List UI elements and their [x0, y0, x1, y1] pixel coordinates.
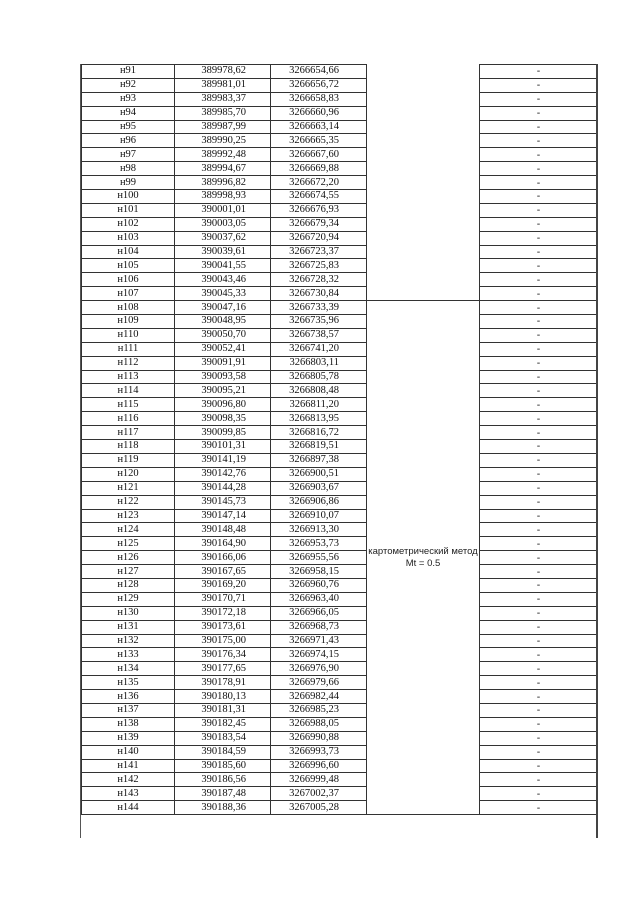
x-coordinate-cell: 390169,20 [175, 578, 271, 592]
y-coordinate-cell: 3266971,43 [271, 634, 367, 648]
y-coordinate-cell: 3266976,90 [271, 662, 367, 676]
table-row [82, 537, 598, 551]
x-coordinate-cell: 389987,99 [175, 120, 271, 134]
point-id-cell: н112 [82, 356, 175, 370]
y-coordinate-cell: 3266679,34 [271, 217, 367, 231]
x-coordinate-cell: 390099,85 [175, 426, 271, 440]
y-coordinate-cell: 3266813,95 [271, 412, 367, 426]
note-cell: - [480, 731, 598, 745]
table-row [82, 801, 598, 815]
table-row [82, 287, 598, 301]
x-coordinate-cell: 390003,05 [175, 217, 271, 231]
point-id-cell: н142 [82, 773, 175, 787]
x-coordinate-cell: 390188,36 [175, 801, 271, 815]
x-coordinate-cell: 390177,65 [175, 662, 271, 676]
table-row [82, 592, 598, 606]
table-row [82, 481, 598, 495]
y-coordinate-cell: 3266900,51 [271, 467, 367, 481]
y-coordinate-cell: 3266955,56 [271, 551, 367, 565]
point-id-cell: н129 [82, 592, 175, 606]
table-row [82, 231, 598, 245]
note-cell: - [480, 537, 598, 551]
table-row [82, 315, 598, 329]
table-row [82, 92, 598, 106]
note-cell: - [480, 690, 598, 704]
x-coordinate-cell: 390172,18 [175, 606, 271, 620]
y-coordinate-cell: 3266667,60 [271, 148, 367, 162]
note-cell: - [480, 412, 598, 426]
point-id-cell: н125 [82, 537, 175, 551]
y-coordinate-cell: 3266993,73 [271, 745, 367, 759]
point-id-cell: н111 [82, 342, 175, 356]
method-cell-empty [367, 231, 480, 245]
y-coordinate-cell: 3266741,20 [271, 342, 367, 356]
point-id-cell: н103 [82, 231, 175, 245]
table-row [82, 690, 598, 704]
page-edge-right [596, 64, 598, 838]
x-coordinate-cell: 389985,70 [175, 106, 271, 120]
point-id-cell: н138 [82, 717, 175, 731]
table-row [82, 773, 598, 787]
x-coordinate-cell: 389978,62 [175, 65, 271, 79]
note-cell: - [480, 245, 598, 259]
point-id-cell: н123 [82, 509, 175, 523]
y-coordinate-cell: 3266819,51 [271, 440, 367, 454]
x-coordinate-cell: 390047,16 [175, 301, 271, 315]
table-row [82, 759, 598, 773]
table-row [82, 356, 598, 370]
method-cell-empty [367, 217, 480, 231]
x-coordinate-cell: 389994,67 [175, 162, 271, 176]
y-coordinate-cell: 3266979,66 [271, 676, 367, 690]
note-cell: - [480, 342, 598, 356]
table-row [82, 551, 598, 565]
point-id-cell: н96 [82, 134, 175, 148]
note-cell: - [480, 620, 598, 634]
table-row [82, 620, 598, 634]
point-id-cell: н102 [82, 217, 175, 231]
point-id-cell: н105 [82, 259, 175, 273]
y-coordinate-cell: 3266728,32 [271, 273, 367, 287]
note-cell: - [480, 453, 598, 467]
x-coordinate-cell: 390037,62 [175, 231, 271, 245]
x-coordinate-cell: 390170,71 [175, 592, 271, 606]
note-cell: - [480, 440, 598, 454]
note-cell: - [480, 384, 598, 398]
table-row [82, 342, 598, 356]
y-coordinate-cell: 3266656,72 [271, 78, 367, 92]
note-cell: - [480, 495, 598, 509]
point-id-cell: н104 [82, 245, 175, 259]
point-id-cell: н98 [82, 162, 175, 176]
x-coordinate-cell: 390181,31 [175, 703, 271, 717]
y-coordinate-cell: 3266990,88 [271, 731, 367, 745]
table-row [82, 120, 598, 134]
y-coordinate-cell: 3267002,37 [271, 787, 367, 801]
method-cell-empty [367, 203, 480, 217]
table-row [82, 703, 598, 717]
table-row [82, 398, 598, 412]
point-id-cell: н144 [82, 801, 175, 815]
point-id-cell: н101 [82, 203, 175, 217]
table-row [82, 440, 598, 454]
x-coordinate-cell: 390167,65 [175, 565, 271, 579]
table-row [82, 65, 598, 79]
point-id-cell: н121 [82, 481, 175, 495]
x-coordinate-cell: 389981,01 [175, 78, 271, 92]
point-id-cell: н136 [82, 690, 175, 704]
note-cell: - [480, 134, 598, 148]
table-row [82, 301, 598, 315]
note-cell: - [480, 231, 598, 245]
y-coordinate-cell: 3266725,83 [271, 259, 367, 273]
point-id-cell: н133 [82, 648, 175, 662]
note-cell: - [480, 328, 598, 342]
method-cell-empty [367, 134, 480, 148]
note-cell: - [480, 676, 598, 690]
method-cell [367, 301, 480, 815]
x-coordinate-cell: 390187,48 [175, 787, 271, 801]
y-coordinate-cell: 3266903,67 [271, 481, 367, 495]
point-id-cell: н122 [82, 495, 175, 509]
note-cell: - [480, 148, 598, 162]
x-coordinate-cell: 390178,91 [175, 676, 271, 690]
method-cell-empty [367, 162, 480, 176]
x-coordinate-cell: 390142,76 [175, 467, 271, 481]
method-cell-empty [367, 78, 480, 92]
note-cell: - [480, 370, 598, 384]
note-cell: - [480, 106, 598, 120]
method-cell-empty [367, 92, 480, 106]
x-coordinate-cell: 390098,35 [175, 412, 271, 426]
table-row [82, 190, 598, 204]
x-coordinate-cell: 390043,46 [175, 273, 271, 287]
point-id-cell: н93 [82, 92, 175, 106]
x-coordinate-cell: 390048,95 [175, 315, 271, 329]
y-coordinate-cell: 3266665,35 [271, 134, 367, 148]
coordinates-table [81, 64, 598, 815]
note-cell: - [480, 717, 598, 731]
note-cell: - [480, 92, 598, 106]
x-coordinate-cell: 390052,41 [175, 342, 271, 356]
point-id-cell: н137 [82, 703, 175, 717]
x-coordinate-cell: 390050,70 [175, 328, 271, 342]
y-coordinate-cell: 3266913,30 [271, 523, 367, 537]
point-id-cell: н117 [82, 426, 175, 440]
y-coordinate-cell: 3266730,84 [271, 287, 367, 301]
x-coordinate-cell: 390180,13 [175, 690, 271, 704]
x-coordinate-cell: 390141,19 [175, 453, 271, 467]
note-cell: - [480, 65, 598, 79]
point-id-cell: н115 [82, 398, 175, 412]
table-row [82, 148, 598, 162]
point-id-cell: н134 [82, 662, 175, 676]
y-coordinate-cell: 3266960,76 [271, 578, 367, 592]
x-coordinate-cell: 390166,06 [175, 551, 271, 565]
x-coordinate-cell: 390182,45 [175, 717, 271, 731]
y-coordinate-cell: 3266816,72 [271, 426, 367, 440]
table-row [82, 328, 598, 342]
point-id-cell: н141 [82, 759, 175, 773]
x-coordinate-cell: 390145,73 [175, 495, 271, 509]
note-cell: - [480, 634, 598, 648]
point-id-cell: н95 [82, 120, 175, 134]
method-cell-empty [367, 106, 480, 120]
x-coordinate-cell: 390095,21 [175, 384, 271, 398]
table-row [82, 731, 598, 745]
point-id-cell: н110 [82, 328, 175, 342]
table-row [82, 203, 598, 217]
note-cell: - [480, 356, 598, 370]
table-row [82, 745, 598, 759]
table-row [82, 134, 598, 148]
x-coordinate-cell: 389992,48 [175, 148, 271, 162]
note-cell: - [480, 259, 598, 273]
note-cell: - [480, 120, 598, 134]
note-cell: - [480, 773, 598, 787]
method-cell-empty [367, 190, 480, 204]
note-cell: - [480, 787, 598, 801]
x-coordinate-cell: 390186,56 [175, 773, 271, 787]
y-coordinate-cell: 3266953,73 [271, 537, 367, 551]
table-row [82, 273, 598, 287]
x-coordinate-cell: 390185,60 [175, 759, 271, 773]
y-coordinate-cell: 3266738,57 [271, 328, 367, 342]
point-id-cell: н92 [82, 78, 175, 92]
note-cell: - [480, 287, 598, 301]
note-cell: - [480, 426, 598, 440]
point-id-cell: н97 [82, 148, 175, 162]
x-coordinate-cell: 390148,48 [175, 523, 271, 537]
note-cell: - [480, 551, 598, 565]
y-coordinate-cell: 3266663,14 [271, 120, 367, 134]
point-id-cell: н139 [82, 731, 175, 745]
y-coordinate-cell: 3266669,88 [271, 162, 367, 176]
y-coordinate-cell: 3266974,15 [271, 648, 367, 662]
y-coordinate-cell: 3266723,37 [271, 245, 367, 259]
y-coordinate-cell: 3266658,83 [271, 92, 367, 106]
point-id-cell: н120 [82, 467, 175, 481]
note-cell: - [480, 190, 598, 204]
x-coordinate-cell: 390093,58 [175, 370, 271, 384]
method-cell-empty [367, 148, 480, 162]
x-coordinate-cell: 389983,37 [175, 92, 271, 106]
method-text: картометрический метод Mt = 0.5 [368, 545, 478, 569]
table-row [82, 717, 598, 731]
note-cell: - [480, 509, 598, 523]
y-coordinate-cell: 3266906,86 [271, 495, 367, 509]
x-coordinate-cell: 389990,25 [175, 134, 271, 148]
y-coordinate-cell: 3266735,96 [271, 315, 367, 329]
x-coordinate-cell: 389996,82 [175, 176, 271, 190]
y-coordinate-cell: 3266968,73 [271, 620, 367, 634]
table-row [82, 606, 598, 620]
point-id-cell: н132 [82, 634, 175, 648]
x-coordinate-cell: 390147,14 [175, 509, 271, 523]
x-coordinate-cell: 390183,54 [175, 731, 271, 745]
note-cell: - [480, 523, 598, 537]
table-row [82, 162, 598, 176]
point-id-cell: н114 [82, 384, 175, 398]
point-id-cell: н140 [82, 745, 175, 759]
table-row [82, 676, 598, 690]
y-coordinate-cell: 3266674,55 [271, 190, 367, 204]
table-row [82, 634, 598, 648]
table-row [82, 578, 598, 592]
note-cell: - [480, 162, 598, 176]
table-row [82, 523, 598, 537]
point-id-cell: н116 [82, 412, 175, 426]
point-id-cell: н126 [82, 551, 175, 565]
x-coordinate-cell: 389998,93 [175, 190, 271, 204]
y-coordinate-cell: 3266733,39 [271, 301, 367, 315]
method-cell-empty [367, 273, 480, 287]
x-coordinate-cell: 390096,80 [175, 398, 271, 412]
point-id-cell: н124 [82, 523, 175, 537]
note-cell: - [480, 217, 598, 231]
y-coordinate-cell: 3266720,94 [271, 231, 367, 245]
table-row [82, 467, 598, 481]
table-row [82, 384, 598, 398]
table-row [82, 176, 598, 190]
note-cell: - [480, 315, 598, 329]
y-coordinate-cell: 3266966,05 [271, 606, 367, 620]
note-cell: - [480, 592, 598, 606]
method-cell-empty [367, 245, 480, 259]
y-coordinate-cell: 3266910,07 [271, 509, 367, 523]
method-cell-empty [367, 259, 480, 273]
point-id-cell: н130 [82, 606, 175, 620]
y-coordinate-cell: 3266999,48 [271, 773, 367, 787]
point-id-cell: н135 [82, 676, 175, 690]
y-coordinate-cell: 3266982,44 [271, 690, 367, 704]
y-coordinate-cell: 3266676,93 [271, 203, 367, 217]
y-coordinate-cell: 3266660,96 [271, 106, 367, 120]
x-coordinate-cell: 390173,61 [175, 620, 271, 634]
table-row [82, 106, 598, 120]
method-cell-empty [367, 176, 480, 190]
x-coordinate-cell: 390176,34 [175, 648, 271, 662]
table-row [82, 495, 598, 509]
y-coordinate-cell: 3266958,15 [271, 565, 367, 579]
note-cell: - [480, 745, 598, 759]
x-coordinate-cell: 390045,33 [175, 287, 271, 301]
table-row [82, 453, 598, 467]
point-id-cell: н107 [82, 287, 175, 301]
note-cell: - [480, 662, 598, 676]
table-row [82, 565, 598, 579]
table-row [82, 78, 598, 92]
point-id-cell: н106 [82, 273, 175, 287]
table-row [82, 509, 598, 523]
table-row [82, 648, 598, 662]
y-coordinate-cell: 3266654,66 [271, 65, 367, 79]
point-id-cell: н127 [82, 565, 175, 579]
point-id-cell: н91 [82, 65, 175, 79]
point-id-cell: н131 [82, 620, 175, 634]
x-coordinate-cell: 390175,00 [175, 634, 271, 648]
note-cell: - [480, 648, 598, 662]
table-row [82, 370, 598, 384]
y-coordinate-cell: 3266805,78 [271, 370, 367, 384]
note-cell: - [480, 78, 598, 92]
note-cell: - [480, 759, 598, 773]
x-coordinate-cell: 390164,90 [175, 537, 271, 551]
table-row [82, 426, 598, 440]
point-id-cell: н100 [82, 190, 175, 204]
y-coordinate-cell: 3266808,48 [271, 384, 367, 398]
y-coordinate-cell: 3266985,23 [271, 703, 367, 717]
y-coordinate-cell: 3266803,11 [271, 356, 367, 370]
point-id-cell: н109 [82, 315, 175, 329]
note-cell: - [480, 606, 598, 620]
x-coordinate-cell: 390091,91 [175, 356, 271, 370]
y-coordinate-cell: 3266897,38 [271, 453, 367, 467]
note-cell: - [480, 176, 598, 190]
note-cell: - [480, 481, 598, 495]
method-cell-empty [367, 287, 480, 301]
x-coordinate-cell: 390039,61 [175, 245, 271, 259]
table-row [82, 259, 598, 273]
y-coordinate-cell: 3267005,28 [271, 801, 367, 815]
point-id-cell: н108 [82, 301, 175, 315]
table-row [82, 787, 598, 801]
y-coordinate-cell: 3266988,05 [271, 717, 367, 731]
point-id-cell: н99 [82, 176, 175, 190]
note-cell: - [480, 578, 598, 592]
note-cell: - [480, 703, 598, 717]
point-id-cell: н119 [82, 453, 175, 467]
note-cell: - [480, 801, 598, 815]
x-coordinate-cell: 390001,01 [175, 203, 271, 217]
note-cell: - [480, 398, 598, 412]
note-cell: - [480, 301, 598, 315]
table-row [82, 412, 598, 426]
x-coordinate-cell: 390144,28 [175, 481, 271, 495]
table-row [82, 217, 598, 231]
note-cell: - [480, 565, 598, 579]
y-coordinate-cell: 3266811,20 [271, 398, 367, 412]
point-id-cell: н118 [82, 440, 175, 454]
x-coordinate-cell: 390041,55 [175, 259, 271, 273]
table-row [82, 662, 598, 676]
note-cell: - [480, 203, 598, 217]
x-coordinate-cell: 390184,59 [175, 745, 271, 759]
table-row [82, 245, 598, 259]
note-cell: - [480, 273, 598, 287]
point-id-cell: н94 [82, 106, 175, 120]
method-cell-empty [367, 65, 480, 79]
x-coordinate-cell: 390101,31 [175, 440, 271, 454]
coordinates-table-body [82, 65, 598, 815]
point-id-cell: н143 [82, 787, 175, 801]
method-cell-empty [367, 120, 480, 134]
y-coordinate-cell: 3266963,40 [271, 592, 367, 606]
y-coordinate-cell: 3266996,60 [271, 759, 367, 773]
point-id-cell: н113 [82, 370, 175, 384]
y-coordinate-cell: 3266672,20 [271, 176, 367, 190]
point-id-cell: н128 [82, 578, 175, 592]
note-cell: - [480, 467, 598, 481]
